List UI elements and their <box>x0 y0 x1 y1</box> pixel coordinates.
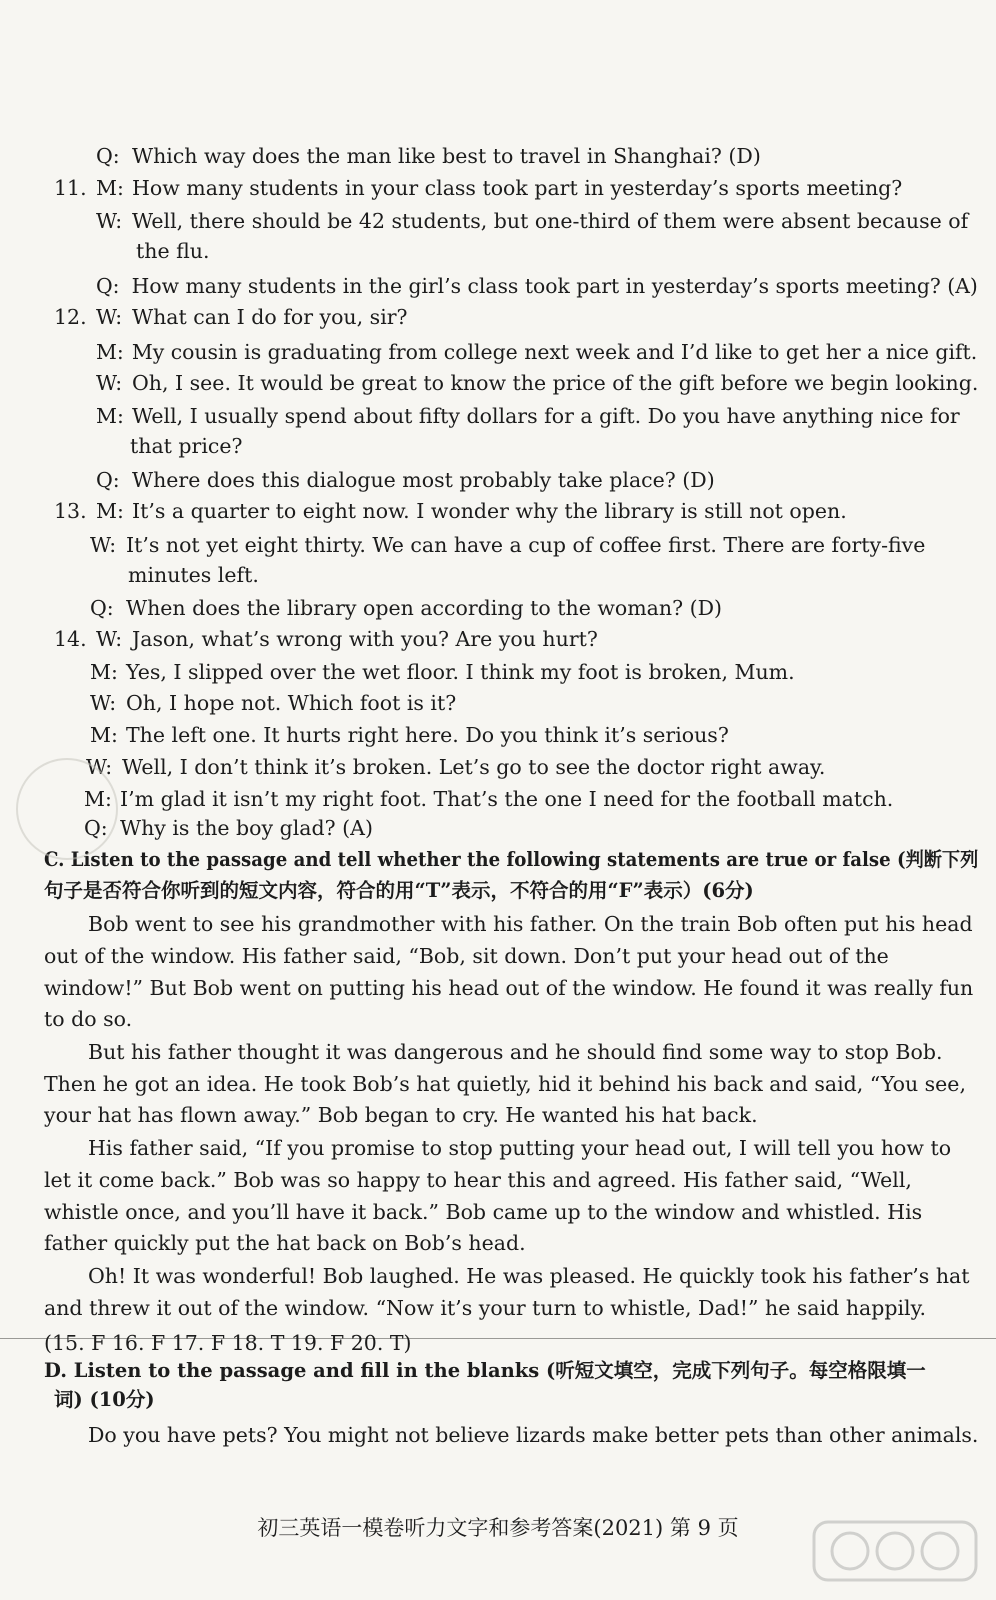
dialogue-text: Which way does the man like best to travel in Shanghai? (D) <box>132 144 761 168</box>
section-c-instruction: 句子是否符合你听到的短文内容，符合的用“T”表示，不符合的用“F”表示）(6分) <box>44 879 754 902</box>
passage-line: father quickly put the hat back on Bob’s head. <box>44 1231 526 1255</box>
speaker-label: W: <box>96 305 123 329</box>
dialogue-line <box>96 465 715 495</box>
dialogue-text: Oh, I see. It would be great to know the price of the gift before we begin looking. <box>132 371 979 395</box>
passage-line: Oh! It was wonderful! Bob laughed. He was pleased. He quickly took his father’s hat <box>88 1264 970 1288</box>
passage-line: and threw it out of the window. “Now it’s your turn to whistle, Dad!” he said happily. <box>44 1296 926 1320</box>
section-c-answers: (15. F 16. F 17. F 18. T 19. F 20. T) <box>44 1331 412 1355</box>
section-d-passage-start: Do you have pets? You might not believe lizards make better pets than other animals. <box>88 1423 979 1447</box>
dialogue-line <box>84 784 893 814</box>
dialogue-line <box>84 813 373 843</box>
page-footer: 初三英语一模卷听力文字和参考答案(2021) 第 9 页 <box>257 1516 739 1540</box>
speaker-label: M: <box>96 499 124 523</box>
speaker-label: W: <box>96 627 123 651</box>
passage-line: your hat has flown away.” Bob began to cry. He wanted his hat back. <box>44 1103 758 1127</box>
passage-line: to do so. <box>44 1007 133 1031</box>
speaker-label: Q: <box>96 274 120 298</box>
speaker-label: Q: <box>84 816 108 840</box>
speaker-label: W: <box>96 371 123 395</box>
dialogue-line <box>96 271 978 301</box>
dialogue-line <box>96 368 978 398</box>
section-d-heading: D. Listen to the passage and fill in the blanks (听短文填空，完成下列句子。每空格限填一 <box>44 1359 926 1382</box>
dialogue-text: It’s not yet eight thirty. We can have a cup of coffee first. There are forty-five <box>126 533 926 557</box>
dialogue-line <box>96 206 968 236</box>
question-number: 13. <box>54 499 87 523</box>
dialogue-line <box>96 337 977 367</box>
dialogue-text: the flu. <box>136 239 210 263</box>
speaker-label: W: <box>90 691 117 715</box>
passage-line: His father said, “If you promise to stop putting your head out, I will tell you how to <box>88 1136 952 1160</box>
passage-line: But his father thought it was dangerous and he should find some way to stop Bob. <box>88 1040 943 1064</box>
dialogue-text: When does the library open according to the woman? (D) <box>126 596 723 620</box>
passage-line: Then he got an idea. He took Bob’s hat quietly, hid it behind his back and said, “You see, <box>44 1072 966 1096</box>
dialogue-line <box>130 431 243 461</box>
dialogue-text: Well, I usually spend about fifty dollars for a gift. Do you have anything nice for <box>132 404 960 428</box>
question-number: 11. <box>54 176 87 200</box>
speaker-label: M: <box>96 176 124 200</box>
dialogue-line <box>136 236 209 266</box>
dialogue-text: My cousin is graduating from college next week and I’d like to get her a nice gift. <box>131 340 978 364</box>
passage-line: whistle once, and you’ll have it back.” Bob came up to the window and whistled. His <box>44 1200 923 1224</box>
speaker-label: M: <box>90 723 118 747</box>
dialogue-text: How many students in the girl’s class took part in yesterday’s sports meeting? (A) <box>131 274 978 298</box>
passage-line: let it come back.” Bob was so happy to hear this and agreed. His father said, “Well, <box>44 1168 912 1192</box>
dialogue-line <box>54 173 902 203</box>
dialogue-line <box>54 302 408 332</box>
dialogue-line <box>96 141 761 171</box>
question-number: 12. <box>54 305 87 329</box>
dialogue-text: that price? <box>130 434 243 458</box>
passage-line: out of the window. His father said, “Bob, sit down. Don’t put your head out of the <box>44 944 889 968</box>
speaker-label: M: <box>84 787 112 811</box>
dialogue-text: Oh, I hope not. Which foot is it? <box>126 691 457 715</box>
question-number: 14. <box>54 627 87 651</box>
speaker-label: Q: <box>90 596 114 620</box>
speaker-label: M: <box>96 404 124 428</box>
dialogue-line <box>90 688 456 718</box>
dialogue-text: It’s a quarter to eight now. I wonder why the library is still not open. <box>132 499 847 523</box>
section-c-heading: C. Listen to the passage and tell whether the following statements are true or false (判断下列 <box>44 848 979 871</box>
passage-line: Bob went to see his grandmother with his father. On the train Bob often put his head <box>88 912 973 936</box>
speaker-label: M: <box>90 660 118 684</box>
logo-watermark-icon <box>810 1514 980 1594</box>
speaker-label: W: <box>86 755 113 779</box>
dialogue-line <box>86 752 825 782</box>
speaker-label: W: <box>90 533 117 557</box>
dialogue-text: The left one. It hurts right here. Do you think it’s serious? <box>126 723 729 747</box>
dialogue-text: Yes, I slipped over the wet floor. I think my foot is broken, Mum. <box>126 660 795 684</box>
dialogue-text: Why is the boy glad? (A) <box>120 816 373 840</box>
dialogue-text: Jason, what’s wrong with you? Are you hurt? <box>132 627 598 651</box>
stamp-watermark-icon <box>16 758 118 860</box>
dialogue-line <box>90 530 925 560</box>
dialogue-text: Where does this dialogue most probably take place? (D) <box>132 468 715 492</box>
passage-line: window!” But Bob went on putting his head out of the window. He found it was really fun <box>44 976 974 1000</box>
dialogue-line <box>54 496 847 526</box>
speaker-label: Q: <box>96 144 120 168</box>
dialogue-line <box>90 720 729 750</box>
dialogue-line <box>96 401 960 431</box>
dialogue-text: minutes left. <box>128 563 259 587</box>
dialogue-text: I’m glad it isn’t my right foot. That’s the one I need for the football match. <box>120 787 894 811</box>
dialogue-line <box>90 593 722 623</box>
dialogue-text: Well, there should be 42 students, but one-third of them were absent because of <box>132 209 969 233</box>
dialogue-text: Well, I don’t think it’s broken. Let’s go to see the doctor right away. <box>122 755 826 779</box>
dialogue-line <box>54 624 598 654</box>
dialogue-text: What can I do for you, sir? <box>132 305 408 329</box>
speaker-label: M: <box>96 340 124 364</box>
dialogue-line <box>128 560 259 590</box>
section-d-instruction: 词) (10分) <box>54 1388 155 1411</box>
dialogue-text: How many students in your class took part in yesterday’s sports meeting? <box>132 176 903 200</box>
dialogue-line <box>90 657 795 687</box>
speaker-label: W: <box>96 209 123 233</box>
speaker-label: Q: <box>96 468 120 492</box>
